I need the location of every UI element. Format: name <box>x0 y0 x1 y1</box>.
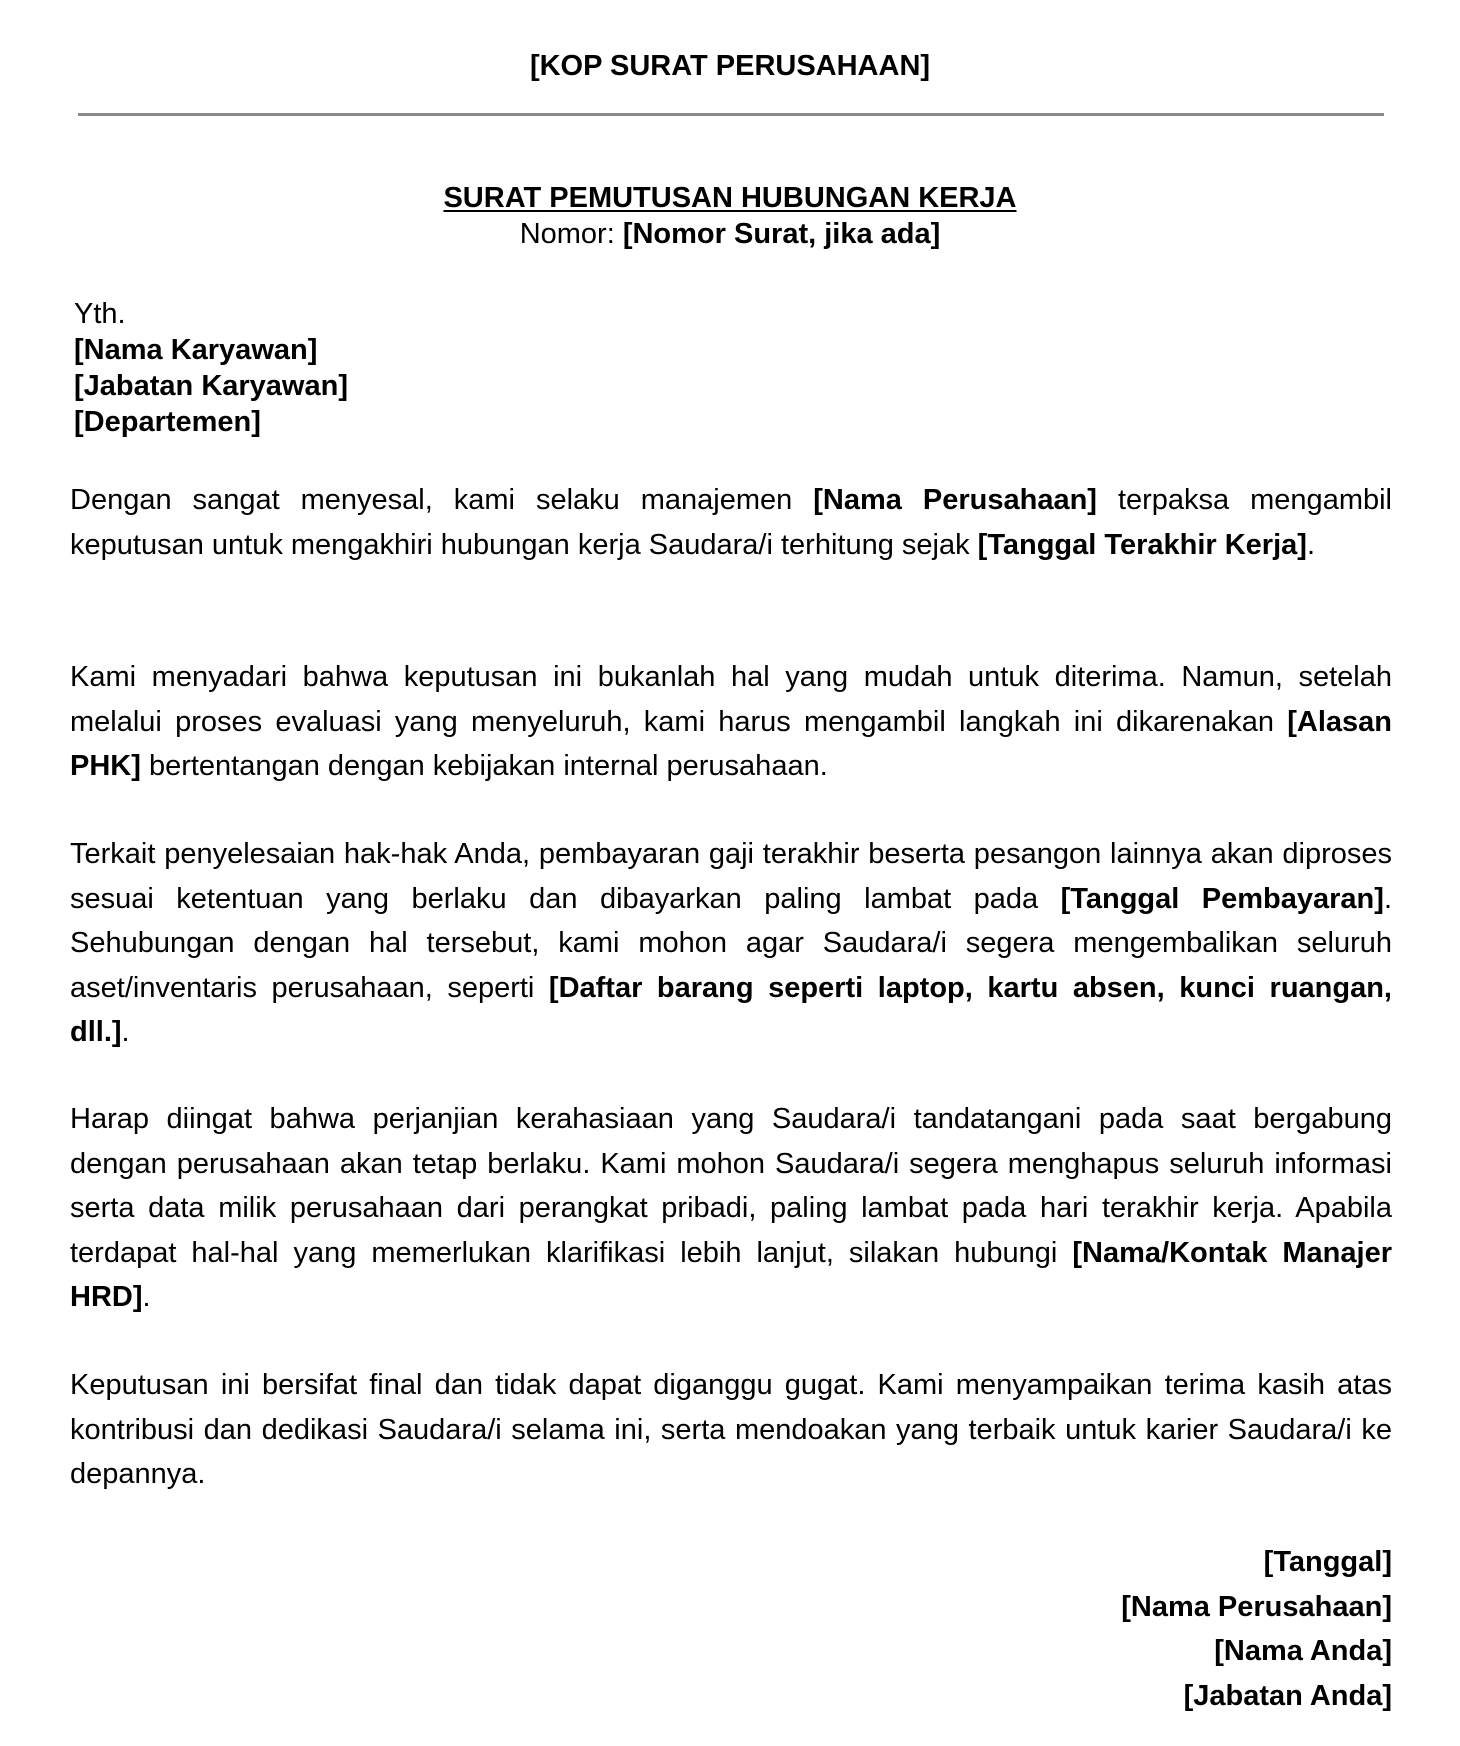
paragraph-text: Kami menyadari bahwa keputusan ini bukanlah hal yang mudah untuk diterima. Namun, setelah melalui proses evaluasi yang menyeluruh, kami harus mengambil langkah ini dikarenakan <box>70 661 1392 738</box>
recipient-salutation: Yth. <box>74 298 126 330</box>
paragraph-text: bertentangan dengan kebijakan internal perusahaan. <box>140 750 828 782</box>
signature-position: [Jabatan Anda] <box>1183 1679 1392 1712</box>
recipient-block <box>74 296 348 440</box>
letter-number <box>0 216 1460 252</box>
paragraph-text: . Sehubungan dengan hal tersebut, kami mohon agar Saudara/i segera mengembalikan seluruh aset/inventaris perusahaan, seperti <box>70 882 1392 1004</box>
paragraph-text: terpaksa mengambil keputusan untuk mengakhiri hubungan kerja Saudara/i terhitung sejak <box>70 484 1392 561</box>
placeholder-asset-list: [Daftar barang seperti laptop, kartu absen, kunci ruangan, dll.] <box>70 971 1392 1048</box>
placeholder-last-work-date: [Tanggal Terakhir Kerja] <box>977 528 1307 561</box>
paragraph-settlement <box>70 832 1392 1055</box>
paragraph-text: . <box>1306 528 1315 561</box>
placeholder-payment-date: [Tanggal Pembayaran] <box>1060 882 1384 915</box>
letter-title: SURAT PEMUTUSAN HUBUNGAN KERJA <box>443 182 1017 214</box>
recipient-name: [Nama Karyawan] <box>74 334 318 366</box>
placeholder-company-name: [Nama Perusahaan] <box>813 484 1097 516</box>
paragraph-termination-reason <box>70 655 1392 789</box>
paragraph-text: . <box>142 1281 151 1313</box>
paragraph-text: Keputusan ini bersifat final dan tidak dapat diganggu gugat. Kami menyampaikan terima kasih atas kontribusi dan dedikasi Saudara/i selama ini, serta mendoakan yang terbaik untuk karier Saudara/i ke depannya. <box>70 1369 1392 1490</box>
letter-number-value: [Nomor Surat, jika ada] <box>622 218 941 250</box>
letter-number-label: Nomor: <box>519 218 623 250</box>
placeholder-termination-reason: [Alasan PHK] <box>70 705 1392 782</box>
letterhead-divider <box>78 113 1384 116</box>
paragraph-text: Dengan sangat menyesal, kami selaku manajemen <box>70 484 814 516</box>
letterhead: [KOP SURAT PERUSAHAAN] <box>529 50 931 82</box>
signature-block <box>1121 1540 1392 1718</box>
signature-company: [Nama Perusahaan] <box>1121 1590 1392 1623</box>
paragraph-text: Harap diingat bahwa perjanjian kerahasiaan yang Saudara/i tandatangani pada saat bergabung dengan perusahaan akan tetap berlaku. Kami mohon Saudara/i segera menghapus seluruh informasi serta data milik perusahaan dari perangkat pribadi, paling lambat pada hari terakhir kerja. Apabila terdapat hal-hal yang memerlukan klarifikasi lebih lanjut, silakan hubungi <box>70 1103 1392 1269</box>
placeholder-hrd-contact: [Nama/Kontak Manajer HRD] <box>70 1236 1392 1313</box>
paragraph-text: . <box>121 1016 130 1048</box>
recipient-position: [Jabatan Karyawan] <box>74 370 348 402</box>
paragraph-closing <box>70 1363 1392 1497</box>
paragraph-termination-notice <box>70 478 1392 567</box>
signature-name: [Nama Anda] <box>1214 1635 1392 1667</box>
signature-date: [Tanggal] <box>1263 1546 1392 1578</box>
paragraph-text: Terkait penyelesaian hak-hak Anda, pembayaran gaji terakhir beserta pesangon lainnya akan diproses sesuai ketentuan yang berlaku dan dibayarkan paling lambat pada <box>70 838 1392 915</box>
recipient-department: [Departemen] <box>74 406 261 438</box>
paragraph-confidentiality <box>70 1097 1392 1320</box>
